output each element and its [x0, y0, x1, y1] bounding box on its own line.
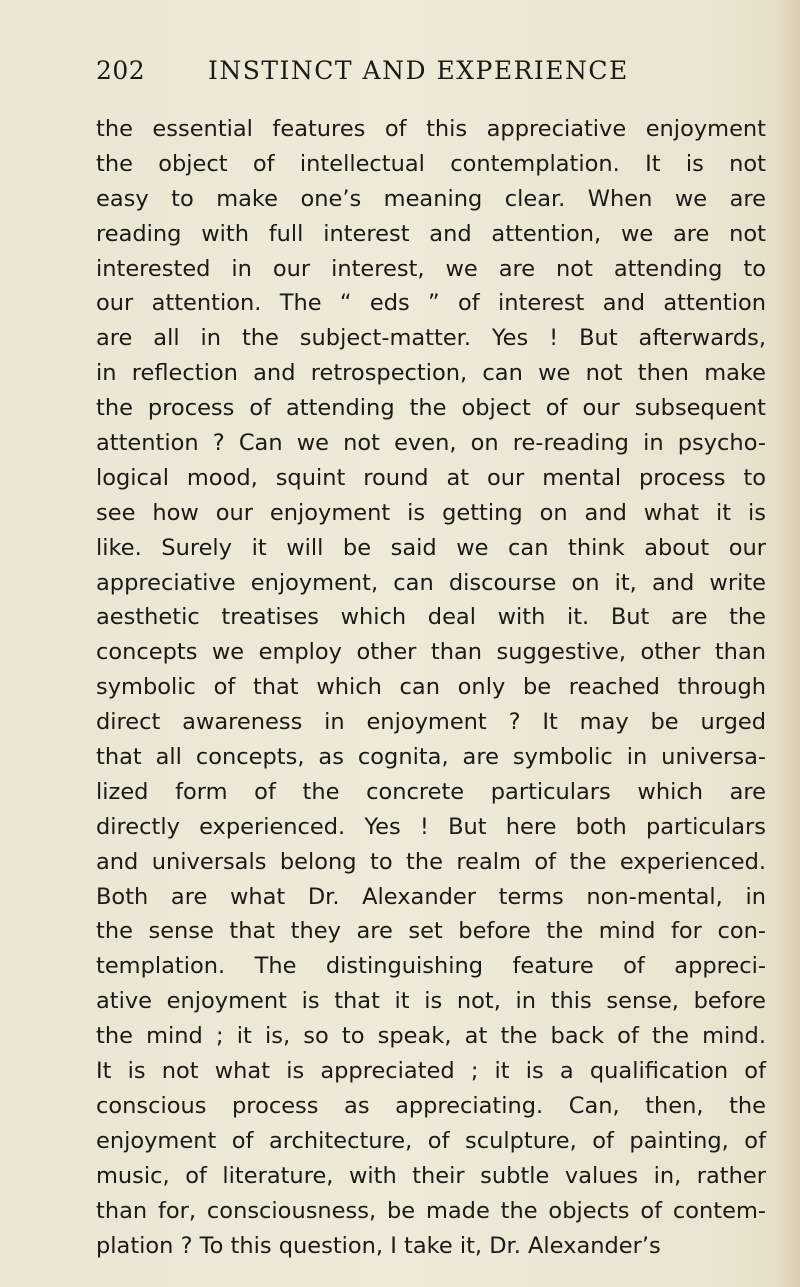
text-line: reading with full interest and attention, we are not: [96, 220, 766, 247]
text-line: music, of literature, with their subtle values in, rather: [96, 1162, 766, 1189]
text-line: concepts we employ other than suggestive, other than: [96, 639, 766, 666]
text-line: directly experienced. Yes ! But here both particulars: [96, 813, 766, 840]
text-line: logical mood, squint round at our mental process to: [96, 464, 766, 491]
text-line: easy to make one’s meaning clear. When we are: [96, 185, 766, 212]
text-line: than for, consciousness, be made the objects of contem-: [96, 1197, 766, 1224]
text-line: enjoyment of architecture, of sculpture, of painting, of: [96, 1127, 766, 1154]
text-line: templation. The distinguishing feature of appreci-: [96, 953, 766, 980]
page-number: 202: [96, 56, 146, 85]
running-head: INSTINCT AND EXPERIENCE: [208, 56, 629, 85]
text-line: plation ? To this question, I take it, Dr. Alexander’s: [96, 1232, 661, 1259]
text-line: the sense that they are set before the mind for con-: [96, 918, 766, 945]
text-line: that all concepts, as cognita, are symbolic in universa-: [96, 744, 766, 771]
text-line: interested in our interest, we are not attending to: [96, 255, 766, 282]
text-line: aesthetic treatises which deal with it. But are the: [96, 604, 766, 631]
text-line: the essential features of this appreciative enjoyment: [96, 116, 766, 142]
text-line: and universals belong to the realm of the experienced.: [96, 848, 766, 875]
text-line: conscious process as appreciating. Can, then, the: [96, 1092, 766, 1119]
text-line: symbolic of that which can only be reached through: [96, 674, 766, 701]
text-line: the object of intellectual contemplation. It is not: [96, 150, 766, 177]
text-line: see how our enjoyment is getting on and what it is: [96, 499, 766, 526]
text-line: in reflection and retrospection, can we not then make: [96, 360, 766, 387]
text-line: the mind ; it is, so to speak, at the back of the mind.: [96, 1023, 766, 1050]
body-text: [96, 112, 766, 1263]
page-header: [96, 56, 696, 96]
text-line: Both are what Dr. Alexander terms non-mental, in: [96, 883, 766, 910]
text-line: It is not what is appreciated ; it is a qualification of: [96, 1058, 766, 1085]
text-line: appreciative enjoyment, can discourse on it, and write: [96, 569, 766, 596]
text-line: like. Surely it will be said we can think about our: [96, 534, 766, 561]
text-line: attention ? Can we not even, on re-reading in psycho-: [96, 430, 766, 457]
text-line: ative enjoyment is that it is not, in this sense, before: [96, 988, 766, 1015]
text-line: the process of attending the object of our subsequent: [96, 395, 766, 422]
text-line: lized form of the concrete particulars which are: [96, 778, 766, 805]
text-line: are all in the subject-matter. Yes ! But afterwards,: [96, 325, 766, 352]
text-line: direct awareness in enjoyment ? It may be urged: [96, 709, 766, 736]
page-edge-shadow: [778, 0, 800, 1287]
text-line: our attention. The “ eds ” of interest and attention: [96, 290, 766, 317]
